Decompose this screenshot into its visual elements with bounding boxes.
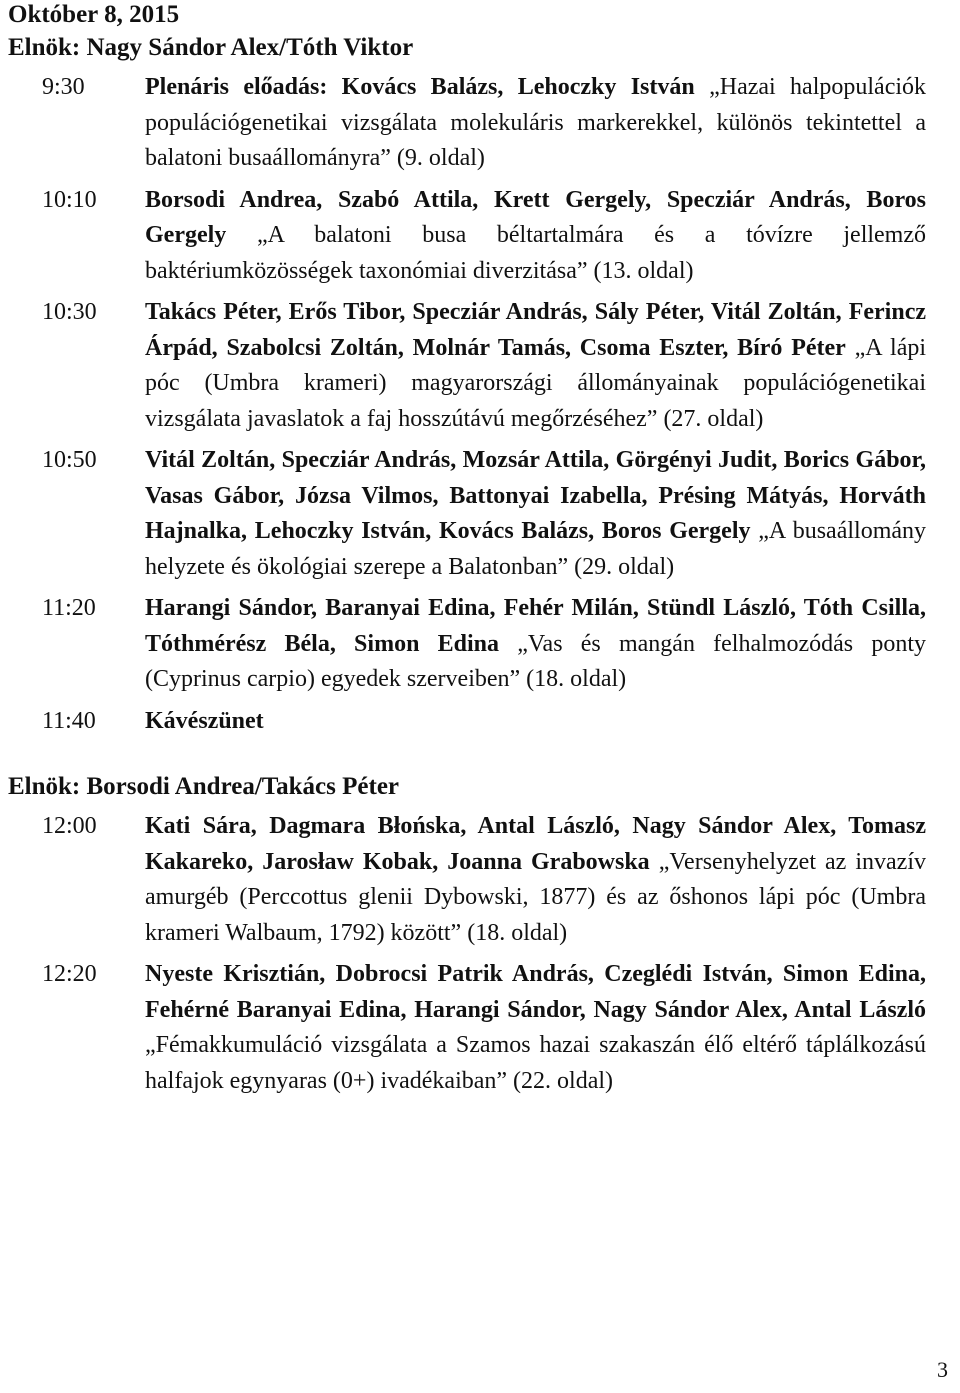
- entry-authors: Borsodi Andrea, Szabó Attila, Krett Gergely, Specziár András, Boros Gergely: [145, 186, 926, 248]
- program-entry: [8, 183, 926, 290]
- entry-content: [145, 591, 926, 698]
- entry-title: „Versenyhelyzet az invazív amurgéb (Perccottus glenii Dybowski, 1877) és az őshonos lápi póc (Umbra krameri Walbaum, 1792) között” (18. oldal): [145, 848, 927, 946]
- entry-content: [145, 295, 926, 437]
- entry-title: „Hazai halpopulációk populációgenetikai vizsgálata molekuláris markerekkel, különös tekintettel a balatoni busaállományra” (9. oldal): [145, 74, 927, 171]
- entry-time: 10:50: [42, 447, 97, 473]
- program-entry: [8, 295, 926, 437]
- entry-authors: Nyeste Krisztián, Dobrocsi Patrik András, Czeglédi István, Simon Edina, Fehérné Baranyai Edina, Harangi Sándor, Nagy Sándor Alex, Antal László: [145, 961, 926, 1023]
- page-number: 3: [937, 1357, 948, 1382]
- entry-authors: Plenáris előadás: Kovács Balázs, Lehoczky István: [145, 74, 695, 100]
- program-entry: [8, 591, 926, 698]
- entry-content: [145, 70, 926, 177]
- entry-content: [145, 183, 926, 290]
- entry-time: 12:20: [42, 961, 97, 987]
- program-entry: [8, 70, 926, 177]
- entry-title: „Fémakkumuláció vizsgálata a Szamos hazai szakaszán élő eltérő táplálkozású halfajok egynyaras (0+) ivadékaiban” (22. oldal): [145, 1032, 926, 1094]
- chair-heading-2: Elnök: Borsodi Andrea/Takács Péter: [8, 773, 400, 800]
- entry-title: „A busaállomány helyzete és ökológiai szerepe a Balatonban” (29. oldal): [145, 518, 927, 580]
- entry-time: 9:30: [42, 74, 85, 100]
- session-1: [8, 70, 926, 739]
- date-heading: Október 8, 2015: [8, 1, 180, 28]
- chair-heading-1: Elnök: Nagy Sándor Alex/Tóth Viktor: [8, 34, 414, 61]
- entry-title: „Vas és mangán felhalmozódás ponty (Cyprinus carpio) egyedek szerveiben” (18. oldal): [145, 630, 926, 692]
- entry-content: [145, 443, 926, 585]
- entry-time: 11:40: [42, 707, 96, 734]
- program-entry: [8, 957, 926, 1099]
- entry-authors: Kávészünet: [145, 707, 264, 734]
- program-entry-break: [8, 704, 926, 740]
- entry-content: [145, 809, 926, 951]
- entry-title: „A balatoni busa béltartalmára és a tóvízre jellemző baktériumközösségek taxonómiai diverzitása” (13. oldal): [145, 222, 926, 284]
- entry-time: 10:30: [42, 299, 97, 325]
- program-entry: [8, 443, 926, 585]
- entry-time: 11:20: [42, 595, 96, 621]
- entry-authors: Takács Péter, Erős Tibor, Specziár András, Sály Péter, Vitál Zoltán, Ferincz Árpád, Szabolcsi Zoltán, Molnár Tamás, Csoma Eszter, Bíró Péter: [145, 299, 926, 361]
- entry-time: 10:10: [42, 186, 97, 213]
- entry-content: [145, 704, 926, 740]
- entry-content: [145, 957, 926, 1099]
- entry-authors: Harangi Sándor, Baranyai Edina, Fehér Milán, Stündl László, Tóth Csilla, Tóthmérész Béla, Simon Edina: [145, 595, 926, 657]
- entry-title: „A lápi póc (Umbra krameri) magyarországi állományainak populációgenetikai vizsgálata javaslatok a faj hosszútávú megőrzéséhez” (27. oldal): [145, 334, 927, 432]
- session-2: [8, 809, 926, 1099]
- program-page: [8, 0, 926, 1099]
- entry-time: 12:00: [42, 813, 97, 839]
- program-entry: [8, 809, 926, 951]
- entry-authors: Kati Sára, Dagmara Błońska, Antal László, Nagy Sándor Alex, Tomasz Kakareko, Jarosław Kobak, Joanna Grabowska: [145, 813, 926, 875]
- entry-authors: Vitál Zoltán, Specziár András, Mozsár Attila, Görgényi Judit, Borics Gábor, Vasas Gábor, Józsa Vilmos, Battonyai Izabella, Présing Mátyás, Horváth Hajnalka, Lehoczky István, Kovács Balázs, Boros Gergely: [145, 447, 926, 544]
